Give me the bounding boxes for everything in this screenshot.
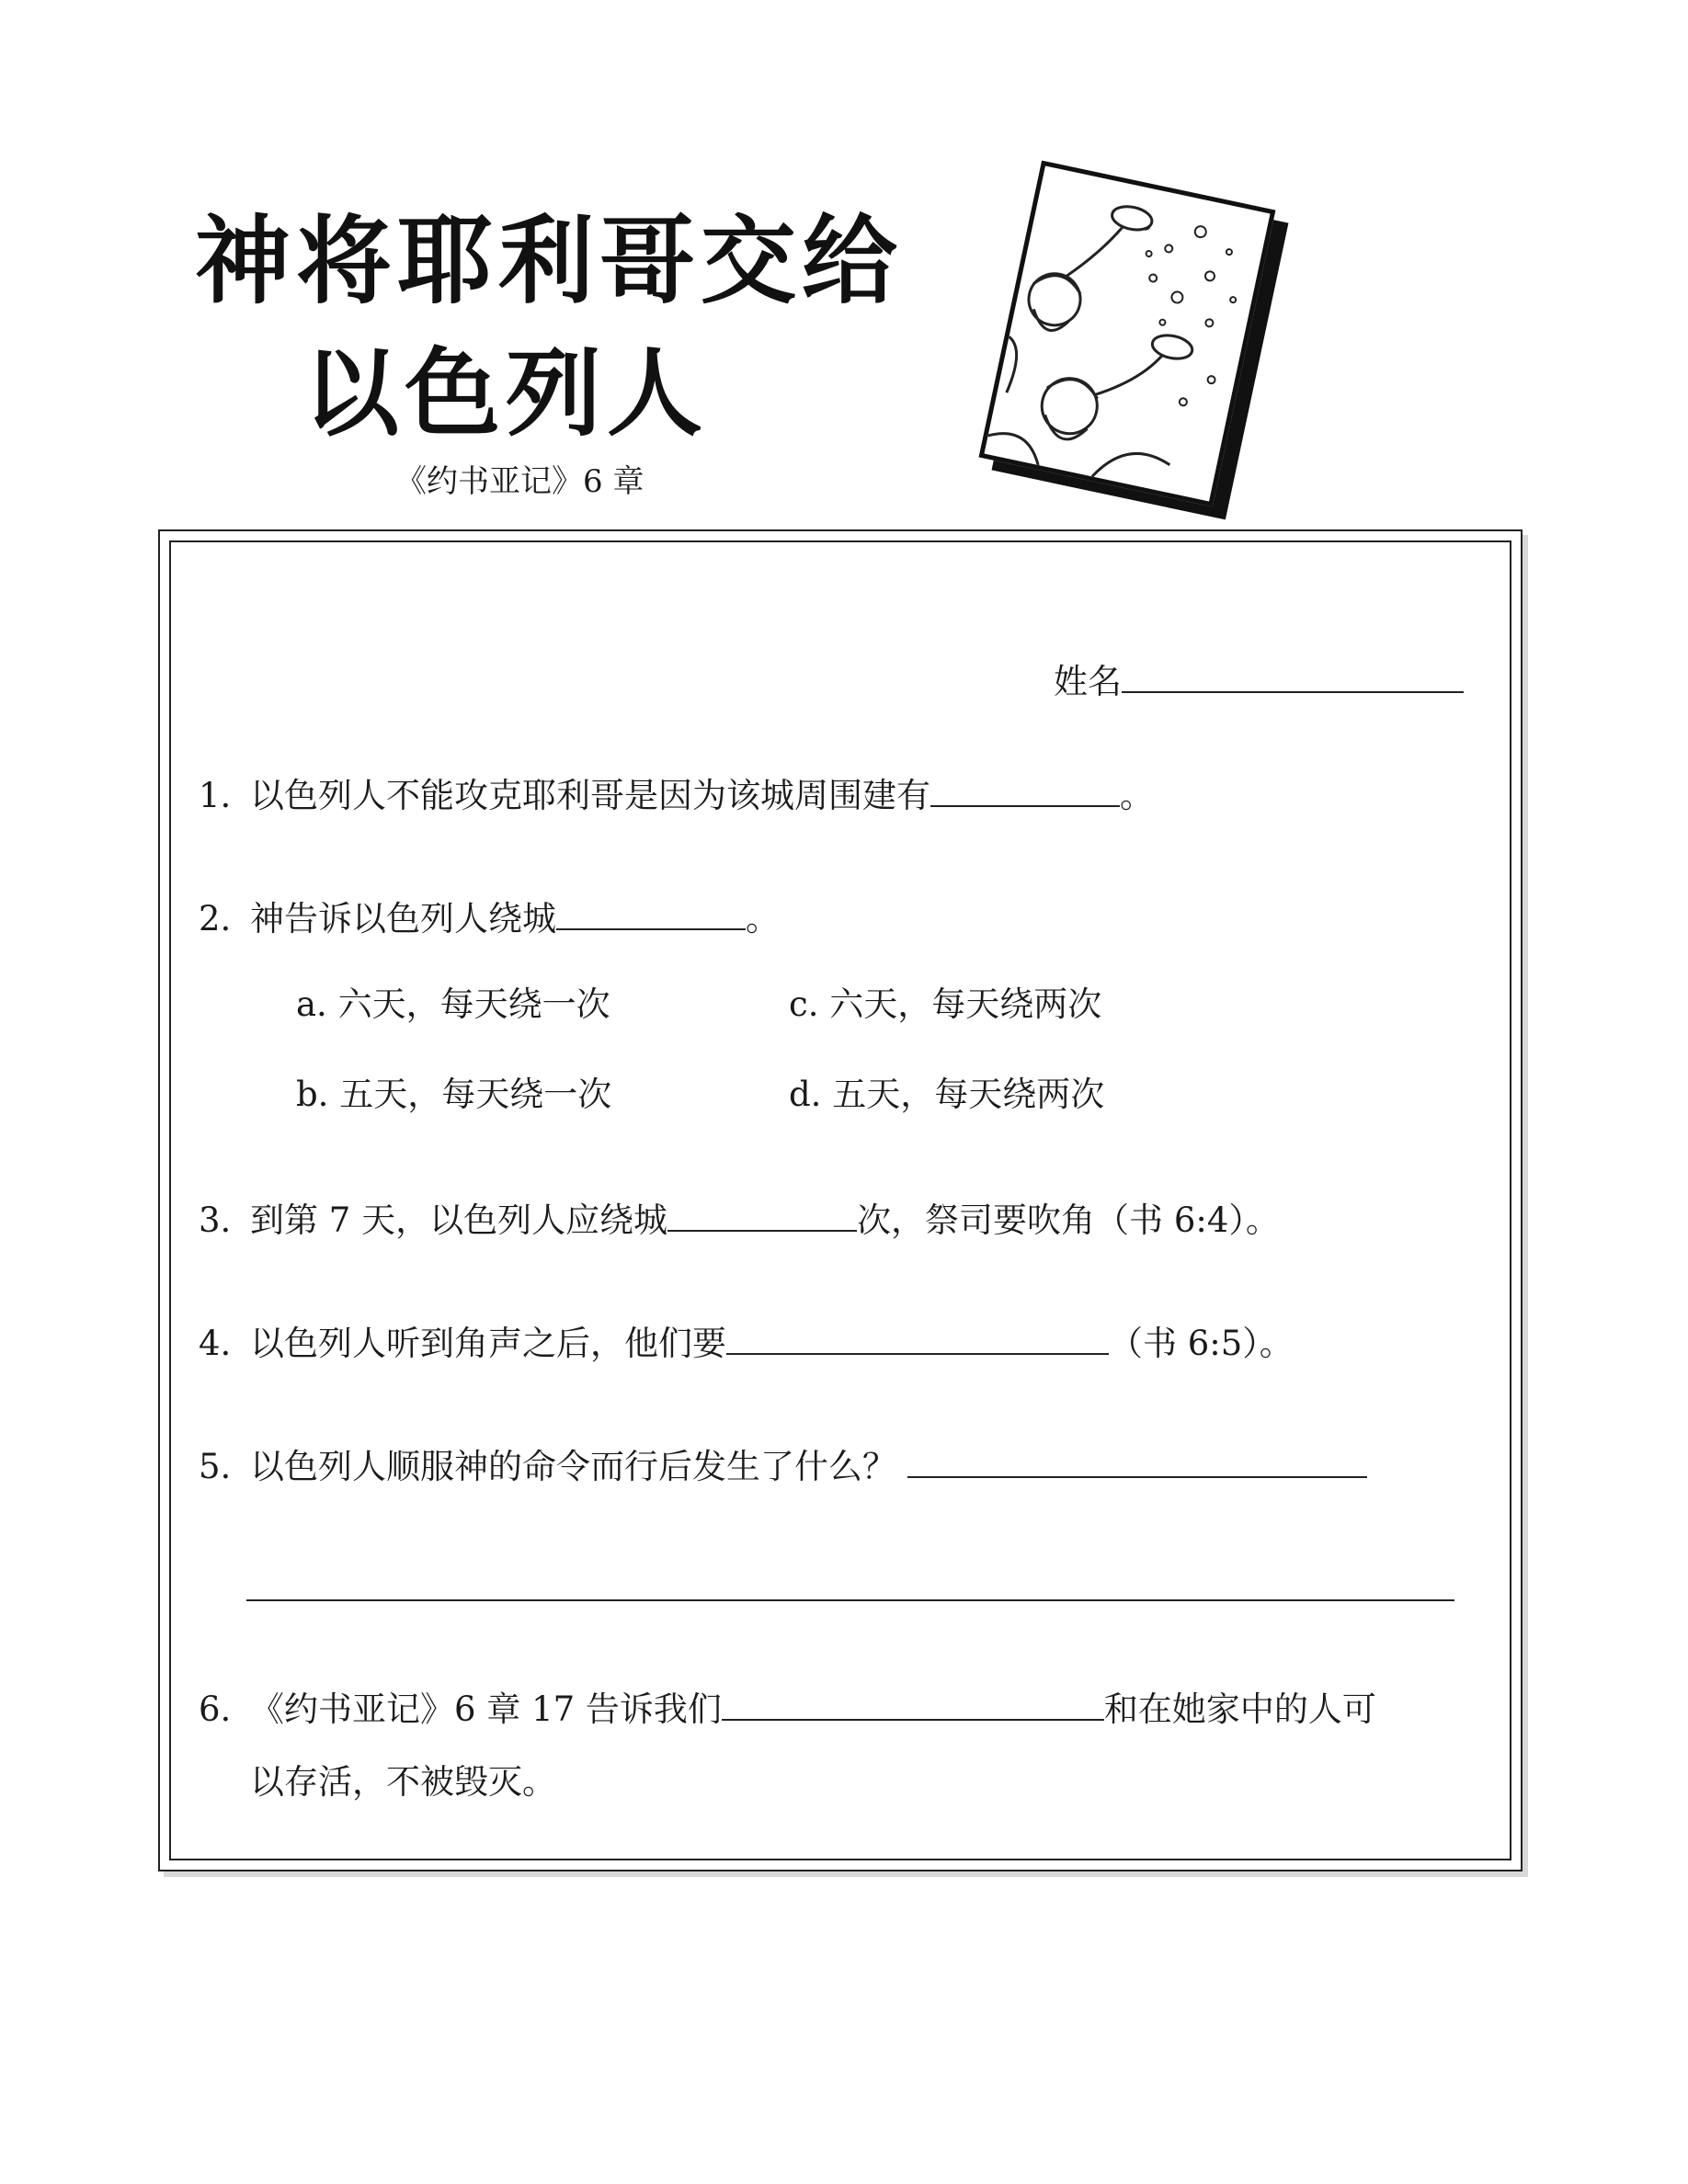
question-text: 神告诉以色列人绕城 xyxy=(250,899,556,938)
question-1 xyxy=(199,778,1154,813)
answer-blank[interactable] xyxy=(722,1691,1104,1721)
question-3 xyxy=(199,1200,1280,1240)
question-5-continuation xyxy=(246,1572,1454,1607)
question-text-after: 。 xyxy=(746,899,780,938)
answer-blank[interactable] xyxy=(726,1325,1109,1355)
question-text-after: （书 6:5）。 xyxy=(1109,1324,1294,1363)
answer-blank[interactable] xyxy=(667,1202,857,1232)
question-6 xyxy=(199,1689,1376,1729)
question-number: 3. xyxy=(199,1200,232,1240)
answer-blank-2[interactable] xyxy=(246,1572,1454,1601)
question-text: 以色列人不能攻克耶利哥是因为该城周围建有 xyxy=(250,776,930,815)
question-number: 4. xyxy=(199,1324,232,1363)
option-a[interactable]: a. 六天，每天绕一次 xyxy=(296,984,610,1024)
option-c[interactable]: c. 六天，每天绕两次 xyxy=(789,984,1102,1024)
name-field xyxy=(1054,664,1464,699)
question-5 xyxy=(199,1449,1367,1484)
question-number: 1. xyxy=(199,776,232,815)
question-number: 5. xyxy=(199,1447,232,1486)
question-text: 以色列人听到角声之后，他们要 xyxy=(250,1324,726,1363)
question-text: 到第 7 天，以色列人应绕城 xyxy=(250,1200,668,1240)
question-number: 6. xyxy=(199,1689,232,1729)
scripture-reference: 《约书亚记》6 章 xyxy=(395,463,644,500)
question-text-after: 和在她家中的人可 xyxy=(1103,1689,1376,1729)
answer-blank[interactable] xyxy=(907,1449,1367,1478)
option-b[interactable]: b. 五天，每天绕一次 xyxy=(296,1075,612,1114)
question-text-after: 。 xyxy=(1120,776,1154,815)
answer-blank[interactable] xyxy=(556,901,746,930)
question-2 xyxy=(199,901,780,936)
answer-blank[interactable] xyxy=(930,778,1120,807)
question-text-after: 次，祭司要吹角（书 6:4）。 xyxy=(857,1200,1280,1240)
name-label: 姓名 xyxy=(1054,662,1122,701)
question-4 xyxy=(199,1324,1294,1363)
question-6-continuation: 以存活，不被毁灭。 xyxy=(250,1762,556,1802)
option-d[interactable]: d. 五天，每天绕两次 xyxy=(789,1075,1105,1114)
question-text: 《约书亚记》6 章 17 告诉我们 xyxy=(250,1689,722,1729)
question-number: 2. xyxy=(199,899,232,938)
question-text: 以色列人顺服神的命令而行后发生了什么？ xyxy=(250,1447,896,1486)
name-blank[interactable] xyxy=(1122,664,1464,693)
title-line-1: 神将耶利哥交给 xyxy=(195,204,904,317)
title-line-2: 以色列人 xyxy=(303,336,709,449)
